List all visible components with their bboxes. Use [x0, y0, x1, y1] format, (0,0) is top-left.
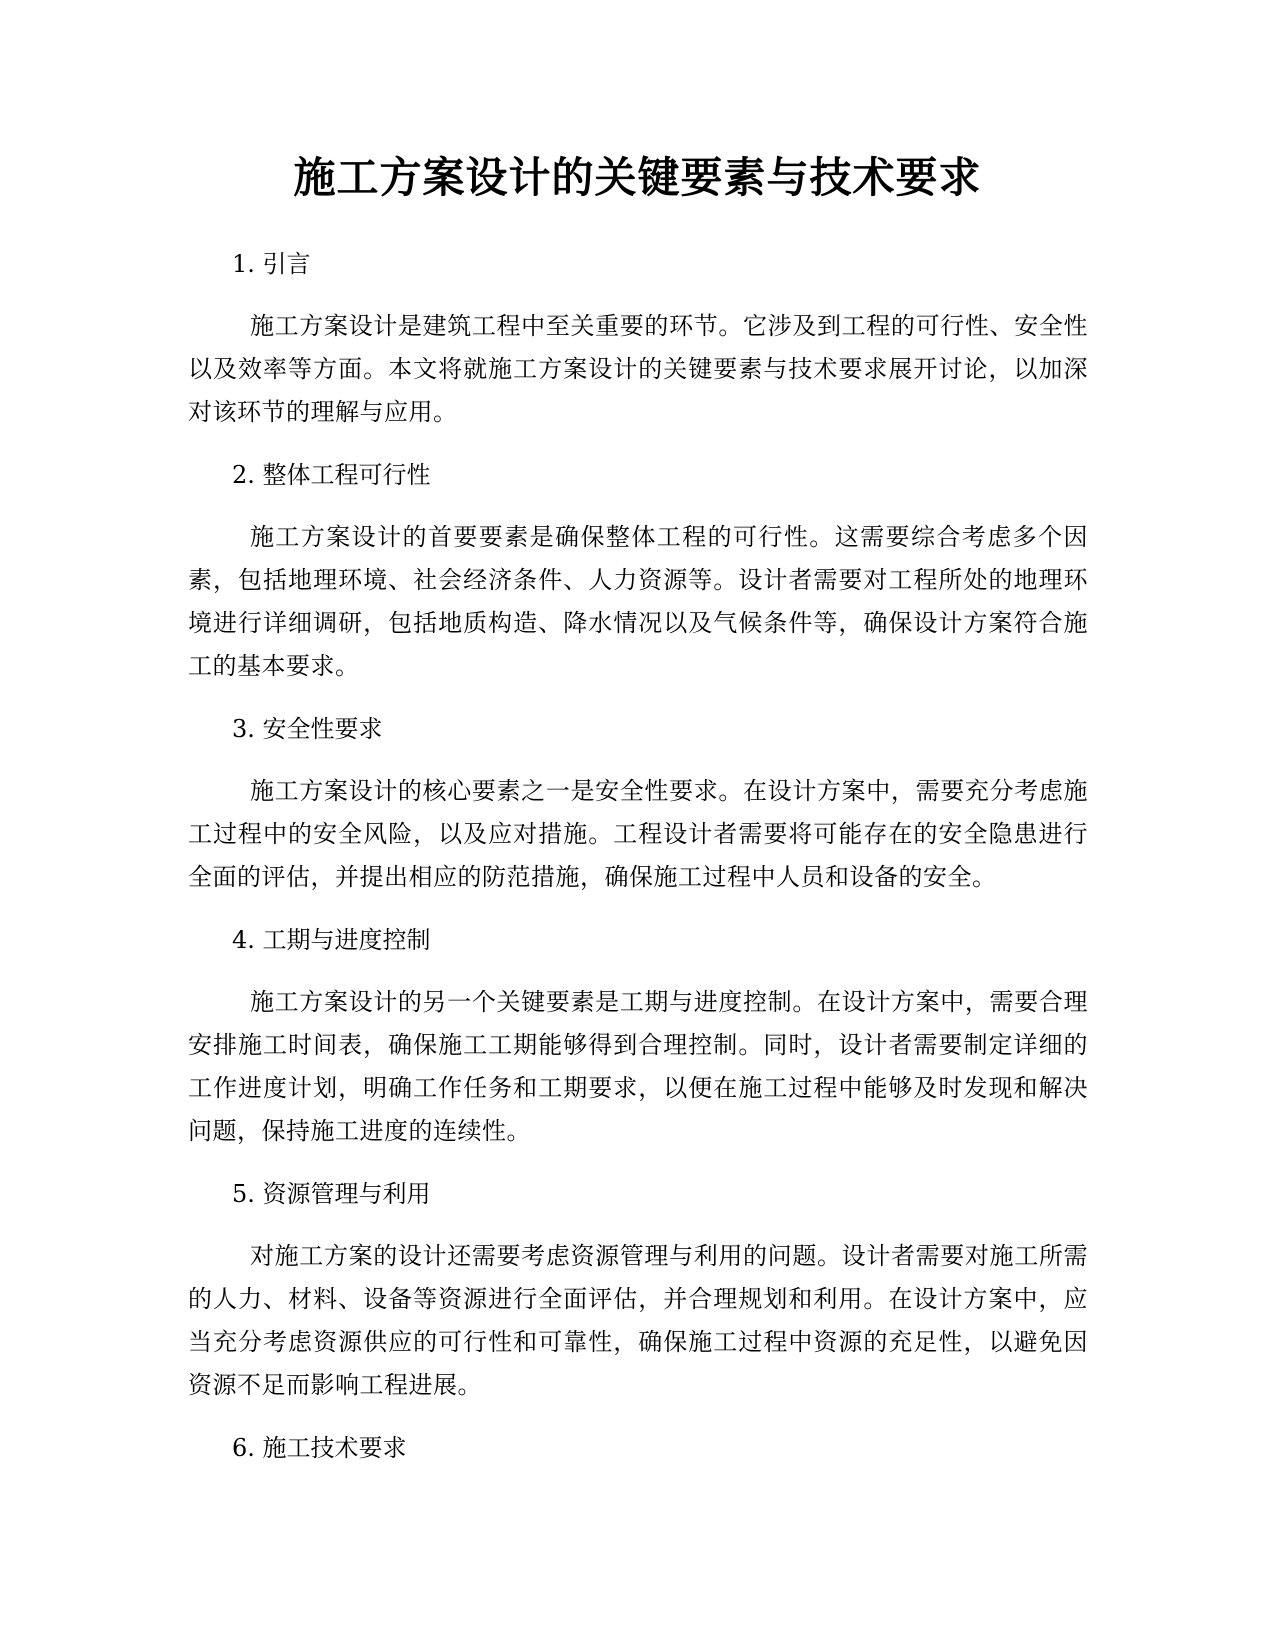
section-paragraph-resources: 对施工方案的设计还需要考虑资源管理与利用的问题。设计者需要对施工所需的人力、材料、设备等资源进行全面评估，并合理规划和利用。在设计方案中，应当充分考虑资源供应的可行性和可靠性，确保施工过程中资源的充足性，以避免因资源不足而影响工程进展。: [188, 1242, 1088, 1399]
section-heading-resources: 5. 资源管理与利用: [232, 1180, 431, 1208]
section-heading-feasibility: 2. 整体工程可行性: [232, 461, 431, 489]
section-heading-technical: 6. 施工技术要求: [232, 1434, 407, 1462]
section-heading-schedule: 4. 工期与进度控制: [232, 926, 431, 954]
section-heading-introduction: 1. 引言: [232, 250, 311, 278]
section-heading-safety: 3. 安全性要求: [232, 715, 383, 743]
section-paragraph-feasibility: 施工方案设计的首要要素是确保整体工程的可行性。这需要综合考虑多个因素，包括地理环境、社会经济条件、人力资源等。设计者需要对工程所处的地理环境进行详细调研，包括地质构造、降水情况以及气候条件等，确保设计方案符合施工的基本要求。: [188, 523, 1088, 680]
document-title: 施工方案设计的关键要素与技术要求: [293, 153, 982, 202]
document-body: [188, 244, 1088, 1489]
section-paragraph-safety: 施工方案设计的核心要素之一是安全性要求。在设计方案中，需要充分考虑施工过程中的安全风险，以及应对措施。工程设计者需要将可能存在的安全隐患进行全面的评估，并提出相应的防范措施，确保施工过程中人员和设备的安全。: [188, 777, 1088, 891]
section-paragraph-schedule: 施工方案设计的另一个关键要素是工期与进度控制。在设计方案中，需要合理安排施工时间表，确保施工工期能够得到合理控制。同时，设计者需要制定详细的工作进度计划，明确工作任务和工期要求，以便在施工过程中能够及时发现和解决问题，保持施工进度的连续性。: [188, 988, 1088, 1145]
section-paragraph-introduction: 施工方案设计是建筑工程中至关重要的环节。它涉及到工程的可行性、安全性以及效率等方面。本文将就施工方案设计的关键要素与技术要求展开讨论，以加深对该环节的理解与应用。: [188, 312, 1088, 426]
